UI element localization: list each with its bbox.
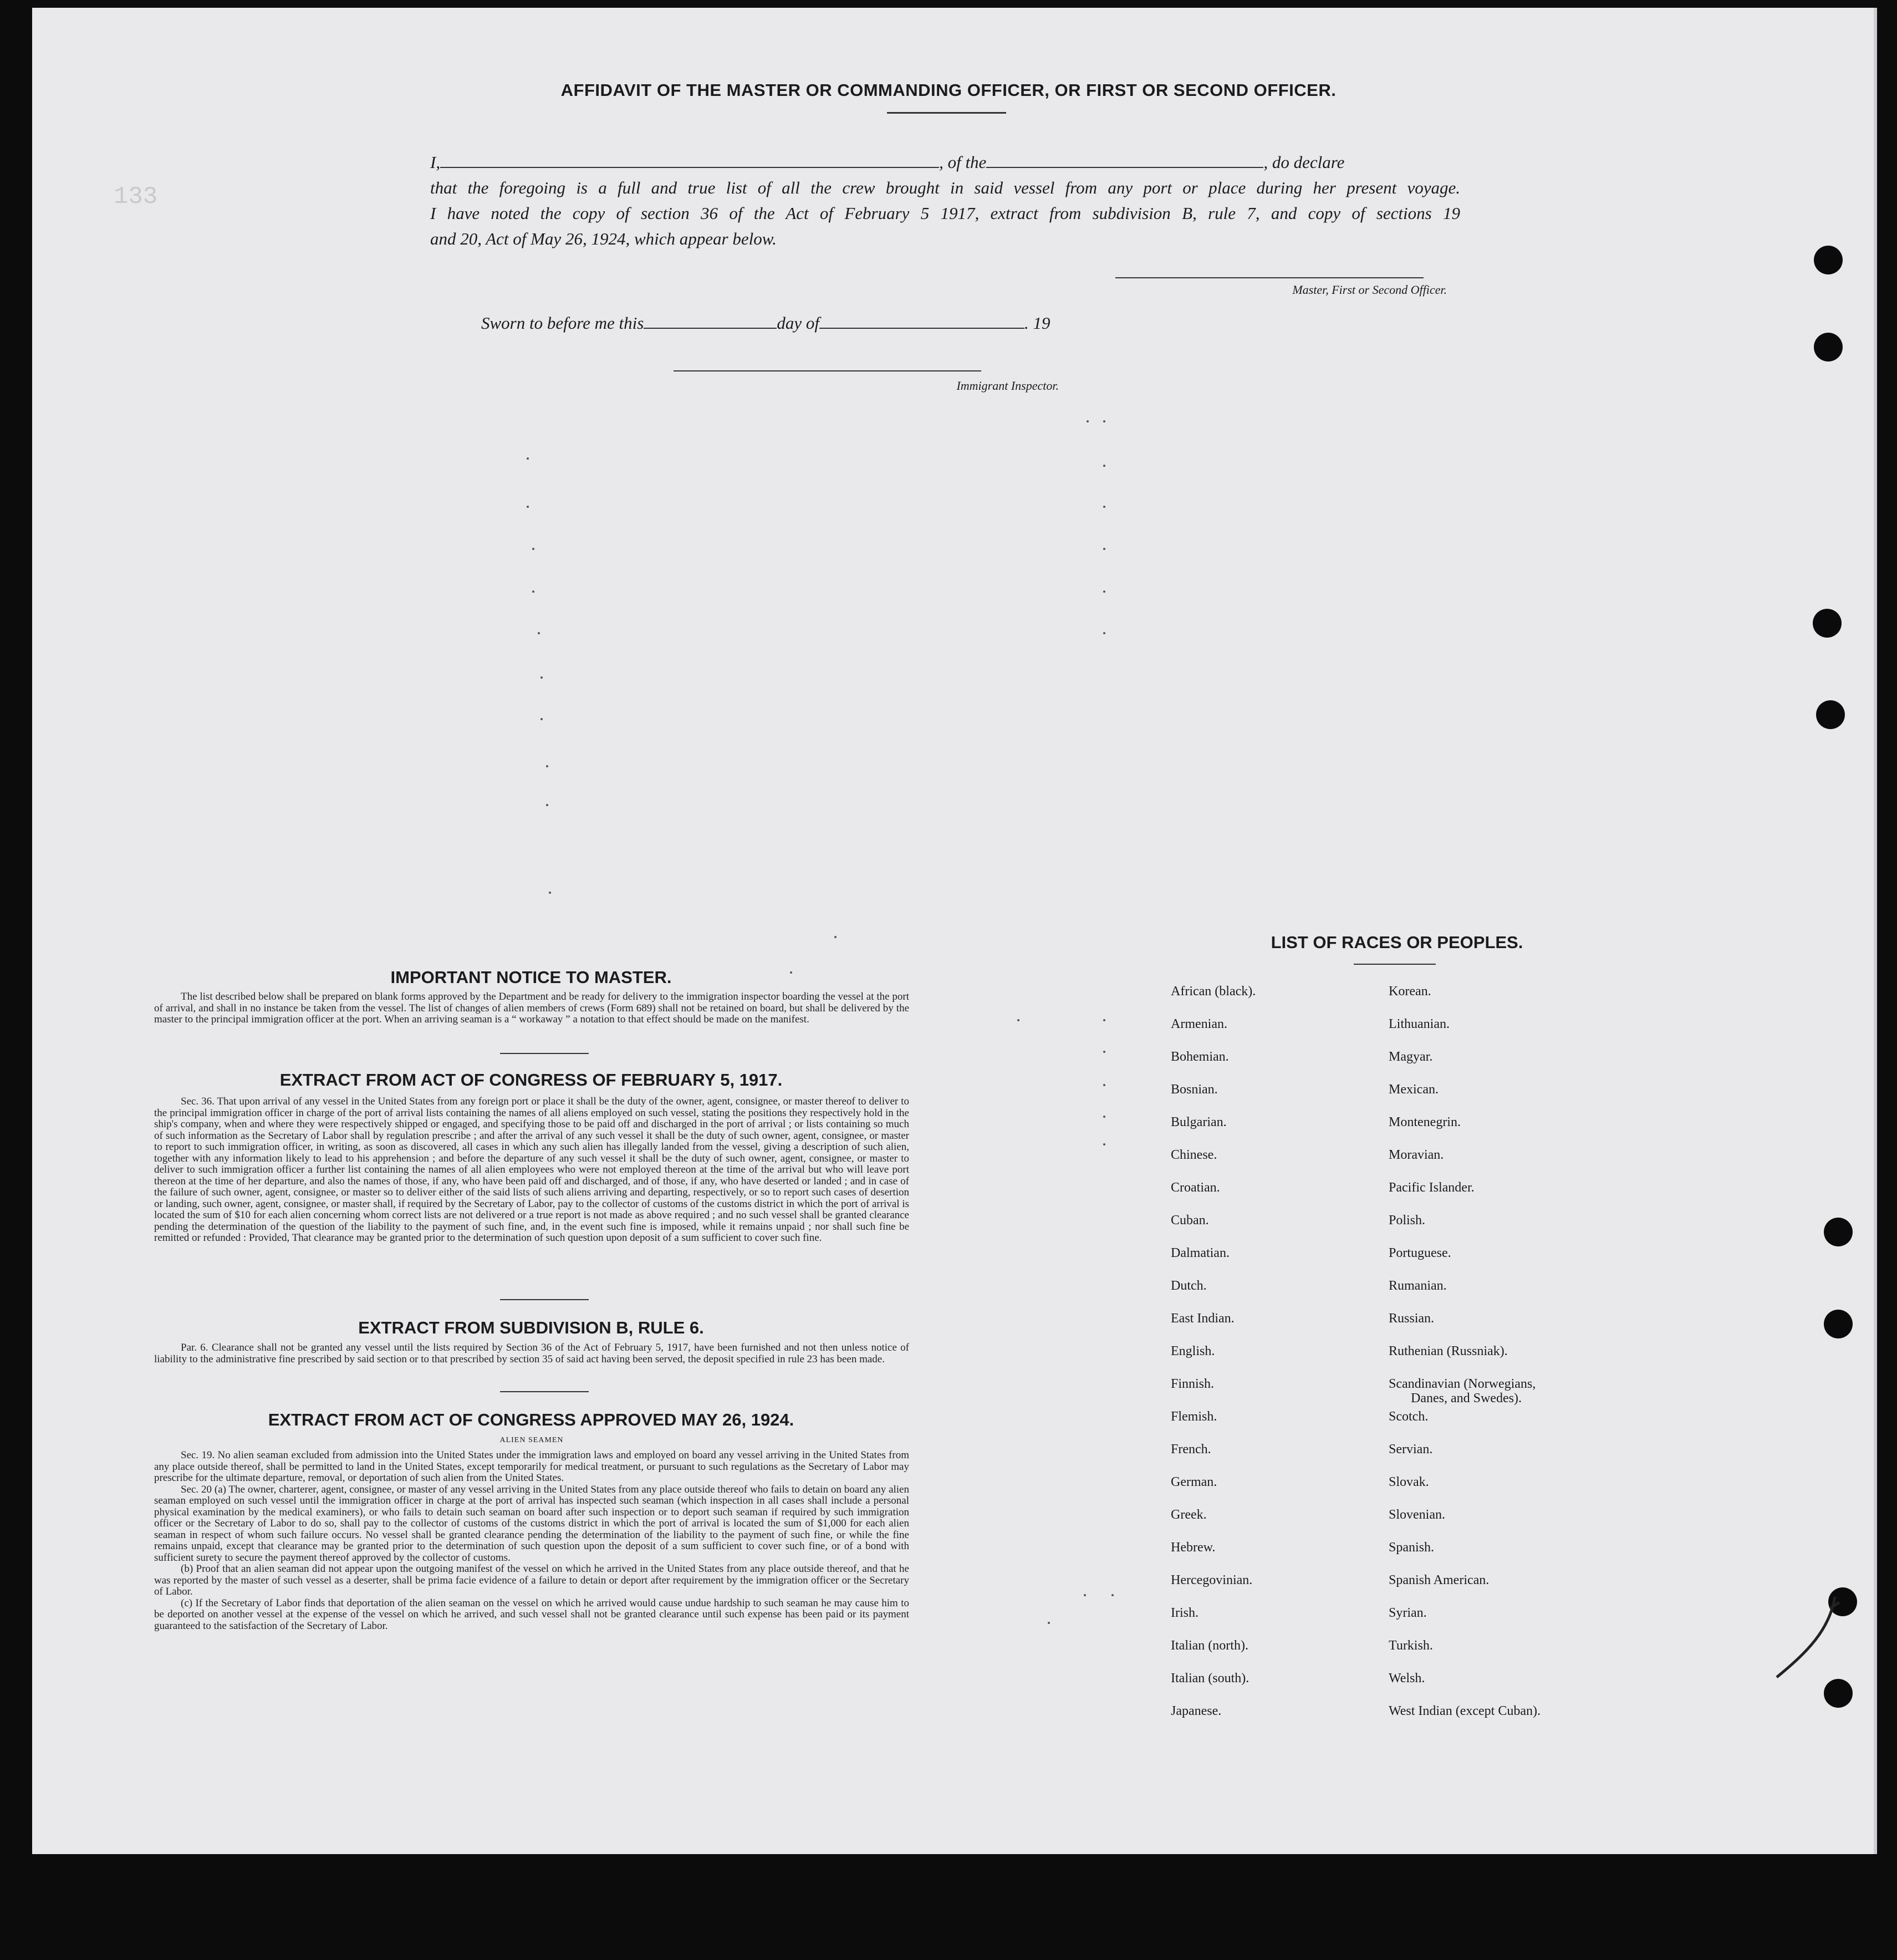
race-item: Italian (south). [1171,1671,1250,1686]
inspector-label: Immigrant Inspector. [956,379,1059,393]
sworn-line [481,313,1050,333]
declaration-line-1 [430,150,1460,175]
race-item: East Indian. [1171,1311,1235,1326]
scan-speck [834,936,837,938]
scan-speck [1017,1019,1019,1021]
scan-speck [1048,1622,1050,1624]
extract-rule6-title: EXTRACT FROM SUBDIVISION B, RULE 6. [358,1318,704,1337]
race-item: Scotch. [1389,1409,1429,1424]
scan-speck [1087,420,1089,422]
race-item: Dutch. [1171,1279,1207,1293]
section-divider [500,1391,589,1392]
races-title: LIST OF RACES OR PEOPLES. [1271,933,1523,952]
race-item: English. [1171,1344,1215,1358]
race-item: Slovenian. [1389,1508,1445,1522]
race-item-line: Scandinavian (Norwegians, [1389,1377,1536,1391]
race-item: Servian. [1389,1442,1433,1457]
race-item-continuation: Danes, and Swedes). [1411,1391,1522,1406]
declaration-line-4: and 20, Act of May 26, 1924, which appear below. [430,229,777,248]
alien-seamen-subhead: ALIEN SEAMEN [499,1436,564,1444]
par-6-paragraph: Par. 6. Clearance shall not be granted any vessel until the lists required by Section 36 of the Act of February 5, 1917, have been furnished and not then unless notice of liability to the administrative fine prescribed by said section or to that prescribed by section 35 of said act having been served, the deposit specified in rule 23 has been made. [154,1342,909,1365]
notice-paragraph: The list described below shall be prepared on blank forms approved by the Department and be ready for delivery to the immigration inspector boarding the vessel at the port of arrival, and shall in no instance be taken from the vessel. The list of changes of alien members of crews (Form 689) shall not be retained on board, but shall be delivered by the master to the principal immigration officer at the port. When an arriving seaman is a “ workaway ” a notation to that effect should be made on the manifest. [154,991,909,1025]
sworn-text: Sworn to before me this [481,313,644,333]
race-item: Rumanian. [1389,1279,1447,1293]
bleed-through-mark: 133 [114,183,158,211]
binder-hole [1824,1218,1853,1246]
race-item: Welsh. [1389,1671,1425,1686]
race-item: Moravian. [1389,1148,1444,1162]
extract-rule6-text [154,1342,909,1365]
scan-speck [540,676,543,679]
race-item: Hebrew. [1171,1540,1216,1555]
scan-speck [546,765,548,767]
race-item: Portuguese. [1389,1246,1451,1260]
scan-speck [1103,420,1105,422]
sec-20a-paragraph: Sec. 20 (a) The owner, charterer, agent, consignee, or master of any vessel arriving in the United States from any place outside thereof who fails to detain on board any alien seaman employed on such vessel until the immigration officer in charge at the port of arrival has inspected such seaman (which inspection in all cases shall include a personal physical examination by the medical examiners), or who fails to detain such seaman on board after such inspection or to deport such seaman if required by such immigration officer or the Secretary of Labor to do so, shall pay to the collector of customs of the customs district in which the port of arrival is located the sum of $1,000 for each alien seaman in respect of whom such failure occurs. No vessel shall be granted clearance pending the determination of the liability to the payment of such fine, or while the fine remains unpaid, except that clearance may be granted prior to the determination of such question upon the deposit of a sum sufficient to cover such fine, or of a bond with sufficient surety to secure the payment thereof approved by the collector of customs. [154,1483,909,1564]
race-item: Polish. [1389,1213,1426,1228]
race-item: Spanish. [1389,1540,1435,1555]
race-item: Spanish American. [1389,1573,1490,1587]
notice-text [154,991,909,1026]
extract-1917-text [154,1096,909,1244]
title-underline [887,112,1006,114]
scan-speck [1103,1019,1105,1021]
affidavit-declaration [430,150,1460,252]
affidavit-title: AFFIDAVIT OF THE MASTER OR COMMANDING OFFICER, OR FIRST OR SECOND OFFICER. [560,80,1337,100]
scan-speck [1103,1116,1105,1118]
scan-speck [1103,548,1105,550]
race-item: Flemish. [1171,1409,1217,1424]
scan-speck [1103,465,1105,467]
sec-20b-paragraph: (b) Proof that an alien seaman did not appear upon the outgoing manifest of the vessel on which he arrived in the United States from any place outside thereof, and that he was reported by the master of such vessel as a deserter, shall be prima facie evidence of a failure to detain or deport after requirement by the immigration officer or the Secretary of Labor. [154,1563,909,1597]
sec-20c-paragraph: (c) If the Secretary of Labor finds that deportation of the alien seaman on the vessel on which he arrived would cause undue hardship to such seaman he may cause him to be deported on another vessel at the expense of the vessel on which he arrived, and such vessel shall not be granted clearance until such expense has been paid or its payment guaranteed to the satisfaction of the Secretary of Labor. [154,1597,909,1632]
race-item: West Indian (except Cuban). [1389,1704,1541,1718]
sworn-day-of: day of [777,313,819,333]
race-item: Irish. [1171,1606,1199,1620]
race-item: Mexican. [1389,1082,1439,1097]
scan-speck [540,718,543,720]
master-signature-label: Master, First or Second Officer. [1292,283,1447,297]
declaration-i: I, [430,152,441,172]
race-item: Korean. [1389,984,1431,999]
scan-speck [1111,1594,1114,1596]
scan-speck [1103,1084,1105,1086]
section-divider [500,1053,589,1054]
month-blank[interactable] [819,327,1024,329]
race-item: Russian. [1389,1311,1435,1326]
race-item: Bohemian. [1171,1050,1229,1064]
inspector-signature-line [674,370,981,371]
scan-speck [1103,632,1105,634]
scan-speck [538,632,540,634]
scan-speck [1103,1143,1105,1146]
race-item: Ruthenian (Russniak). [1389,1344,1508,1358]
race-item [1389,1377,1541,1409]
binder-hole [1814,246,1843,274]
race-item: Greek. [1171,1508,1207,1522]
extract-1924-title: EXTRACT FROM ACT OF CONGRESS APPROVED MAY 26, 1924. [268,1410,794,1429]
race-item: Lithuanian. [1389,1017,1450,1031]
scan-speck [549,892,551,894]
binder-hole [1813,609,1842,638]
race-item: Croatian. [1171,1180,1220,1195]
name-blank[interactable] [440,166,939,168]
race-item: Armenian. [1171,1017,1227,1031]
master-signature-line [1115,277,1424,278]
race-item: Slovak. [1389,1475,1429,1489]
day-blank[interactable] [644,327,777,329]
declaration-line-2: that the foregoing is a full and true list of all the crew brought in said vessel from any port or place during her present voyage. [430,178,1460,197]
race-item: Dalmatian. [1171,1246,1230,1260]
race-item: Bulgarian. [1171,1115,1227,1129]
races-left-column [1171,984,1256,1737]
scan-speck [532,590,534,593]
sworn-year: . 19 [1024,313,1051,333]
race-item: Bosnian. [1171,1082,1218,1097]
scan-speck [1084,1594,1086,1596]
scan-speck [527,506,529,508]
section-divider [500,1299,589,1300]
race-item: Italian (north). [1171,1638,1248,1653]
scan-speck [1103,506,1105,508]
declaration-line-3: I have noted the copy of section 36 of the Act of February 5 1917, extract from subdivision B, rule 7, and copy of sections 19 [430,203,1460,223]
sec-36-paragraph: Sec. 36. That upon arrival of any vessel in the United States from any foreign port or place it shall be the duty of the owner, agent, consignee, or master thereof to deliver to the principal immigration officer in charge of the port of arrival lists containing the names of all aliens employed on such vessel, stating the positions they respectively hold in the ship's company, when and where they were respectively shipped or engaged, and specifying those to be paid off and discharged in the port of arrival ; or lists containing so much of such information as the Secretary of Labor shall by regulation prescribe ; and after the arrival of any such vessel it shall be the duty of such owner, agent, consignee, or master to report to such immigration officer, in writing, as soon as discovered, all cases in which any such alien has illegally landed from the vessel, giving a description of such alien, together with any information likely to lead to his apprehension ; and before the departure of any such vessel it shall be the duty of such owner, agent, consignee, or master to deliver to such immigration officer a further list containing the names of all alien employees who were not employed thereon at the time of the arrival but who will leave port thereon at the time of her departure, and also the names of those, if any, who have been paid off and discharged, and of those, if any, who have deserted or landed ; and in case of the failure of such owner, agent, consignee, or master so to deliver either of the said lists of such aliens arriving and departing, respectively, or so to report such cases of desertion or landing, such owner, agent, consignee, or master shall, if required by the Secretary of Labor, pay to the collector of customs of the customs district in which the port of arrival is located the sum of $10 for each alien concerning whom correct lists are not delivered or a true report is not made as above required ; and no such vessel shall be granted clearance pending the determination of the question of the liability to the payment of such fine, and, in the event such fine is imposed, while it remains unpaid ; nor shall such fine be remitted or refunded : Provided, That clearance may be granted prior to the determination of such question upon deposit of a sum sufficient to cover such fine. [154,1096,909,1244]
extract-1924-text [154,1450,909,1632]
scan-speck [1103,590,1105,593]
extract-1917-title: EXTRACT FROM ACT OF CONGRESS OF FEBRUARY 5, 1917. [279,1070,783,1090]
scan-speck [527,457,529,460]
binder-hole [1814,333,1843,362]
notice-title: IMPORTANT NOTICE TO MASTER. [390,968,672,987]
race-item: African (black). [1171,984,1256,999]
race-item: Magyar. [1389,1050,1433,1064]
races-title-underline [1354,964,1436,965]
race-item: Turkish. [1389,1638,1433,1653]
race-item: Cuban. [1171,1213,1209,1228]
sec-19-paragraph: Sec. 19. No alien seaman excluded from admission into the United States under the immigration laws and employed on board any vessel arriving in the United States from any place outside thereof, shall be permitted to land in the United States, except temporarily for medical treatment, or pursuant to such regulations as the Secretary of Labor may prescribe for the ultimate departure, removal, or deportation of such alien from the United States. [154,1449,909,1484]
scan-speck [1103,1051,1105,1053]
race-item: Montenegrin. [1389,1115,1461,1129]
binder-hole [1824,1310,1853,1338]
races-right-column [1389,984,1541,1737]
race-item: Syrian. [1389,1606,1427,1620]
scan-speck [546,804,548,806]
race-item: Japanese. [1171,1704,1222,1718]
race-item: Chinese. [1171,1148,1217,1162]
race-item: German. [1171,1475,1217,1489]
vessel-blank[interactable] [986,166,1263,168]
declaration-do-declare: , do declare [1263,152,1345,172]
declaration-of-the: , of the [939,152,987,172]
race-item: Hercegovinian. [1171,1573,1253,1587]
race-item: Finnish. [1171,1377,1215,1391]
race-item: French. [1171,1442,1211,1457]
race-item: Pacific Islander. [1389,1180,1475,1195]
scan-speck [532,548,534,550]
binder-hole [1816,700,1845,729]
pen-stroke-mark [1768,1586,1846,1686]
